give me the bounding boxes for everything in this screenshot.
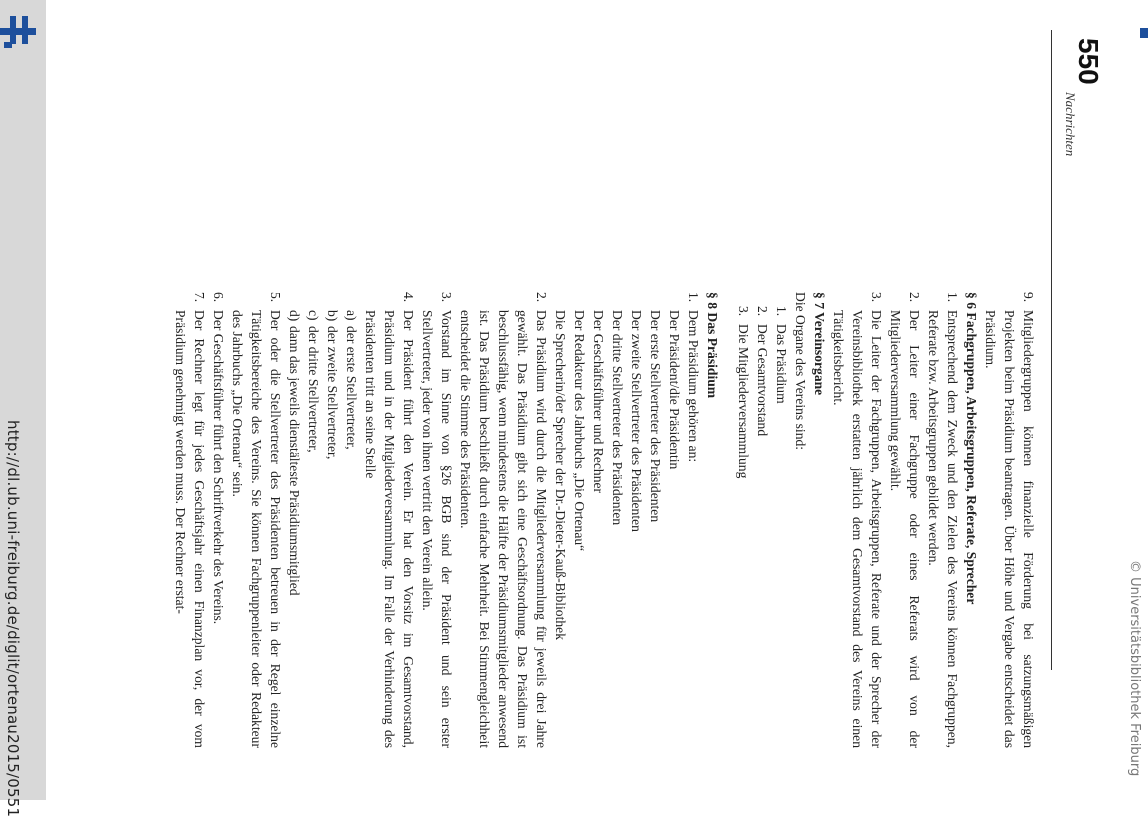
- sub-text: dann das jeweils dienstälteste Präsidiumsmitglied: [287, 326, 302, 596]
- item-text: Die Leiter der Fachgruppen, Arbeitsgruppen, Referate und der Sprecher der Vereinsbibliothek erstatten jährlich dem Gesamtvorstand des Vereins einen Tätigkeitsbericht.: [831, 310, 884, 748]
- page-header: [1051, 30, 1104, 670]
- item-text: Entsprechend dem Zweck und den Zielen des Vereins können Fachgruppen, Referate bzw. Arbeitsgruppen gebildet werden.: [926, 310, 960, 748]
- item-text: Der Gesamtvorstand: [755, 324, 770, 437]
- item-text: Vorstand im Sinne von §26 BGB sind der Präsident und sein erster Stellvertreter, jeder von ihnen vertritt den Verein allein.: [420, 310, 454, 748]
- item-number: 1.: [686, 292, 701, 303]
- item-text: [551, 310, 703, 748]
- item-text: Die Mitgliederversammlung: [736, 324, 751, 479]
- item-number: 3.: [869, 292, 884, 303]
- item-text: Der Rechner legt für jedes Geschäftsjahr einen Finanzplan vor, der vom Präsidium genehmigt werden muss. Der Rechner erstat-: [173, 310, 207, 748]
- right-edge-copyright: © Universitätsbibliothek Freiburg: [1127, 560, 1142, 777]
- list-item: [418, 292, 456, 748]
- item-number: 3.: [439, 292, 454, 303]
- member-line: Der Redakteur des Jahrbuchs „Die Ortenau“: [572, 310, 587, 552]
- page-number: 550: [1073, 38, 1104, 85]
- sub-letter: a): [344, 310, 359, 321]
- section-7-intro: Die Organe des Vereins sind:: [793, 292, 808, 451]
- item-text: [361, 310, 418, 748]
- section-7-heading: § 7 Vereinsorgane: [812, 292, 827, 396]
- sub-letter: d): [287, 310, 302, 322]
- item-number: 7.: [192, 292, 207, 303]
- sub-item: [323, 292, 342, 748]
- item-number: 3.: [736, 306, 751, 317]
- list-item: [829, 292, 886, 748]
- sub-text: der dritte Stellvertreter,: [306, 326, 321, 453]
- item-number: 1.: [774, 306, 789, 317]
- sub-letter: c): [306, 310, 321, 321]
- item-text: Das Präsidium wird durch die Mitgliederversammlung für jeweils drei Jahre gewählt. Das Präsidium gibt sich eine Geschäftsordnung. Das Präsidium ist beschlussfähig, wenn mindestens die Hälfte der Präsidiumsmitglieder anwesend ist. Das Präsidium beschließt durch einfache Mehrheit. Bei Stimmengleichheit entscheidet die Stimme des Präsidenten.: [458, 310, 549, 748]
- section-8-heading: § 8 Das Präsidium: [705, 292, 720, 399]
- item-text: Der oder die Stellvertreter des Präsidenten betreuen in der Regel einzelne Tätigkeitsbereiche des Vereins. Sie können Fachgruppenleiter oder Redakteur des Jahrbuchs „Die Ortenau“ sein.: [230, 310, 283, 748]
- item-text: Das Präsidium: [774, 324, 789, 404]
- list-item: [551, 292, 703, 748]
- item-text: Der Geschäftsführer führt den Schriftverkehr des Vereins.: [211, 310, 226, 625]
- watermark: [0, 420, 22, 817]
- item-number: 6.: [211, 292, 226, 303]
- item-lead: Der Präsident führt den Verein. Er hat den Vorsitz im Gesamtvorstand, Präsidium und in der Mitgliederversammlung. Im Falle der Verhinderung des Präsidenten tritt an seine Stelle: [363, 310, 416, 748]
- list-item: [886, 292, 924, 748]
- item-number: 2.: [907, 292, 922, 303]
- watermark-url[interactable]: http://dl.ub.uni-freiburg.de/diglit/ortenau2015/0551: [4, 420, 22, 817]
- sub-text: der zweite Stellvertreter,: [325, 326, 340, 460]
- scanned-page: [40, 30, 1104, 770]
- item-text: Der Leiter einer Fachgruppe oder eines Referats wird von der Mitgliederversammlung gewählt.: [888, 310, 922, 748]
- member-line: Der zweite Stellvertreter des Präsidenten: [629, 310, 644, 532]
- member-line: Der erste Stellvertreter des Präsidenten: [648, 310, 663, 523]
- edge-marker-icon: [1140, 28, 1148, 38]
- sub-item: [304, 292, 323, 748]
- library-logo-icon: [0, 8, 40, 52]
- page-body: [171, 292, 1038, 748]
- list-item: [171, 292, 209, 748]
- list-item: [772, 292, 791, 748]
- list-item: [753, 292, 772, 748]
- item-number: 2.: [755, 306, 770, 317]
- item-lead: Dem Präsidium gehören an:: [686, 310, 701, 463]
- running-head: Nachrichten: [1063, 92, 1078, 157]
- list-item: [981, 292, 1038, 748]
- item-number: 5.: [268, 292, 283, 303]
- member-line: Der dritte Stellvertreter des Präsidenten: [610, 310, 625, 526]
- member-line: Der Geschäftsführer und Rechner: [591, 310, 606, 494]
- sub-item: [342, 292, 361, 748]
- member-line: Die Sprecherin/der Sprecher der Dr.-Dieter-Kauß-Bibliothek: [553, 310, 568, 641]
- item-number: 4.: [401, 292, 416, 303]
- item-number: 2.: [534, 292, 549, 303]
- member-list: [551, 310, 684, 748]
- list-item: [361, 292, 418, 748]
- list-item: [734, 292, 753, 748]
- item-text: Mitgliedergruppen können finanzielle Förderung bei satzungsmäßigen Projekten beim Präsidium beantragen. Über Höhe und Vergabe entscheidet das Präsidium.: [983, 310, 1036, 748]
- sub-letter: b): [325, 310, 340, 322]
- member-line: Der Präsident/die Präsidentin: [667, 310, 682, 470]
- list-item: [924, 292, 962, 748]
- sub-item: [285, 292, 304, 748]
- item-number: 1.: [945, 292, 960, 303]
- list-item: [228, 292, 285, 748]
- list-item: [456, 292, 551, 748]
- sub-text: der erste Stellvertreter,: [344, 326, 359, 450]
- list-item: [209, 292, 228, 748]
- section-6-heading: § 6 Fachgruppen, Arbeitsgruppen, Referate, Sprecher: [964, 292, 979, 605]
- item-number: 9.: [1021, 292, 1036, 303]
